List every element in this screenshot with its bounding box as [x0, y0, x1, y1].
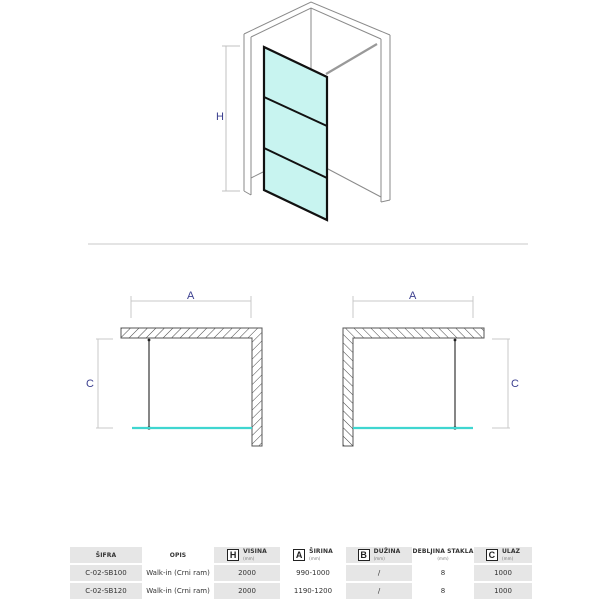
header-duzina [346, 547, 412, 563]
specification-table [70, 545, 532, 601]
cell-ulaz: 1000 [474, 583, 532, 599]
header-sifra: ŠIFRA [70, 547, 142, 563]
header-ulaz [474, 547, 532, 563]
header-visina [214, 547, 280, 563]
plan-view-left [86, 290, 262, 446]
plan-view-right [343, 290, 519, 446]
support-rod [326, 44, 377, 74]
width-dimension-left [131, 290, 251, 318]
cell-duzina: / [346, 583, 412, 599]
width-dimension-right [353, 290, 473, 318]
header-sirina-unit: (mm) [309, 556, 321, 561]
glass-panel [264, 47, 327, 220]
header-debljina-unit: (mm) [437, 556, 449, 561]
table-row [70, 583, 532, 599]
header-sirina [280, 547, 346, 563]
cell-debljina: 8 [412, 565, 474, 581]
h-letter-icon: H [227, 549, 239, 561]
height-dimension [216, 46, 240, 191]
cell-sirina: 990-1000 [280, 565, 346, 581]
cell-debljina: 8 [412, 583, 474, 599]
cell-visina: 2000 [214, 583, 280, 599]
header-opis: OPIS [142, 547, 214, 563]
height-dimension-label: H [216, 111, 224, 123]
width-label-left: A [187, 290, 195, 302]
header-debljina-label: DEBLJINA STAKLA [412, 548, 474, 555]
isometric-view [216, 2, 390, 220]
c-letter-icon: C [486, 549, 498, 561]
cell-opis: Walk-in (Crni ram) [142, 565, 214, 581]
depth-label-right: C [511, 378, 519, 390]
cell-sifra: C-02-SB120 [70, 583, 142, 599]
width-label-right: A [409, 290, 417, 302]
cell-sifra: C-02-SB100 [70, 565, 142, 581]
header-visina-label: VISINA [243, 548, 267, 555]
cell-ulaz: 1000 [474, 565, 532, 581]
table-header-row [70, 547, 532, 563]
header-visina-unit: (mm) [243, 556, 255, 561]
header-duzina-unit: (mm) [373, 556, 385, 561]
depth-label-left: C [86, 378, 94, 390]
cell-opis: Walk-in (Crni ram) [142, 583, 214, 599]
table-row [70, 565, 532, 581]
header-ulaz-unit: (mm) [501, 556, 514, 561]
header-duzina-label: DUŽINA [373, 548, 401, 555]
header-debljina [412, 547, 474, 563]
a-letter-icon: A [293, 549, 305, 561]
header-sirina-label: ŠIRINA [309, 548, 333, 555]
depth-dimension-left [86, 339, 113, 428]
b-letter-icon: B [358, 549, 370, 561]
depth-dimension-right [492, 339, 519, 428]
cell-duzina: / [346, 565, 412, 581]
cell-sirina: 1190-1200 [280, 583, 346, 599]
header-ulaz-label: ULAZ [501, 548, 521, 555]
cell-visina: 2000 [214, 565, 280, 581]
